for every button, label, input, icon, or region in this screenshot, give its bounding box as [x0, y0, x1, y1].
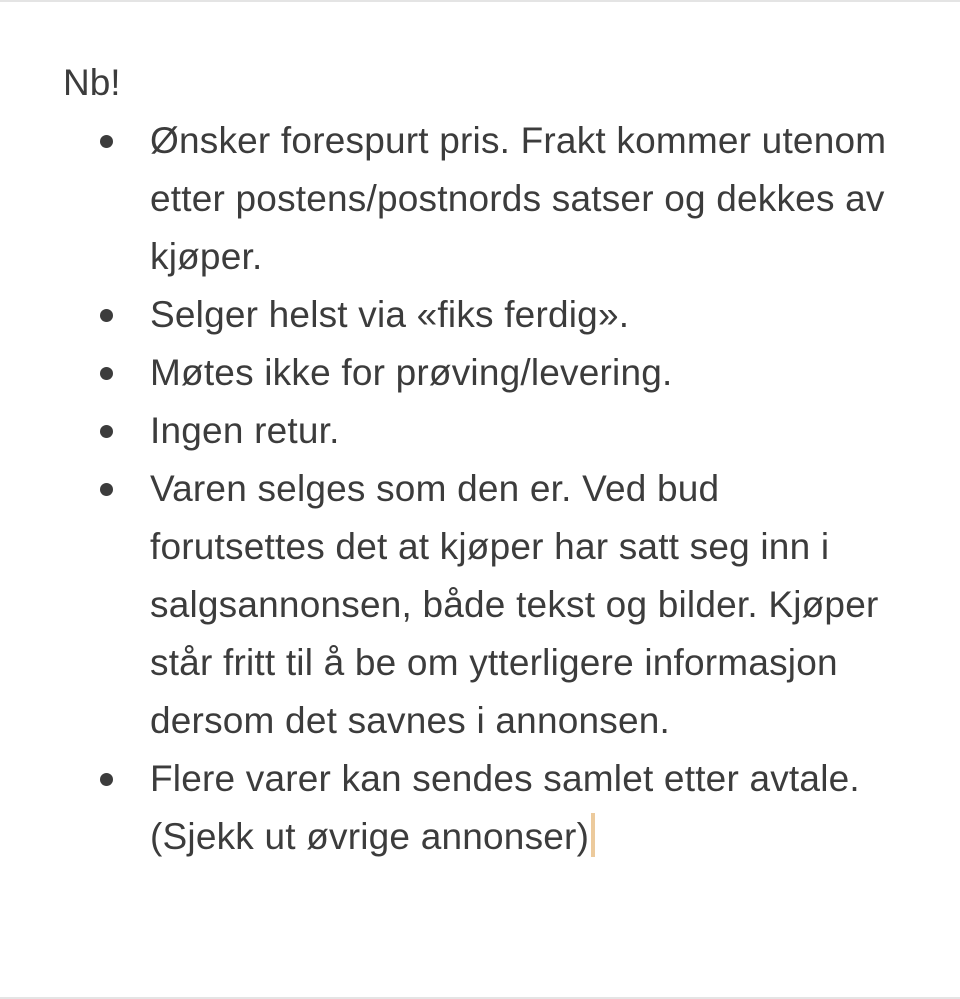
list-item-text: Ingen retur.	[150, 410, 340, 451]
list-item	[63, 112, 895, 286]
list-item	[63, 286, 895, 344]
list-item-text: Ønsker forespurt pris. Frakt kommer utenom etter postens/postnords satser og dekkes av kjøper.	[150, 120, 887, 277]
note-heading: Nb!	[63, 62, 121, 103]
list-item	[63, 344, 895, 402]
list-item	[63, 460, 895, 750]
list-item-text: Varen selges som den er. Ved bud forutsettes det at kjøper har satt seg inn i salgsannonsen, både tekst og bilder. Kjøper står fritt til å be om ytterligere informasjon dersom det savnes i annonsen.	[150, 468, 879, 741]
list-item-text: Møtes ikke for prøving/levering.	[150, 352, 673, 393]
bullet-list	[63, 112, 895, 866]
list-item-text: Flere varer kan sendes samlet etter avtale. (Sjekk ut øvrige annonser)	[150, 758, 860, 857]
list-item	[63, 402, 895, 460]
list-item-text: Selger helst via «fiks ferdig».	[150, 294, 630, 335]
list-item	[63, 750, 895, 866]
text-cursor	[591, 813, 595, 857]
